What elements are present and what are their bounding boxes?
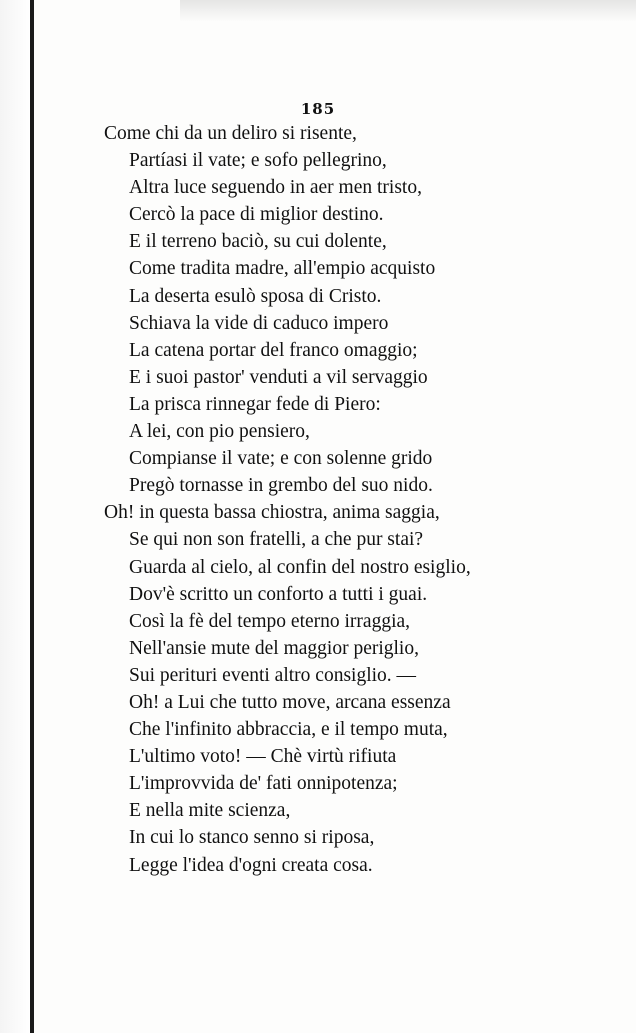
poem-line: E nella mite scienza, — [129, 800, 291, 822]
poem-line: E il terreno baciò, su cui dolente, — [129, 231, 387, 253]
poem-line: A lei, con pio pensiero, — [129, 421, 310, 443]
page-top-smudge — [180, 0, 636, 22]
poem-line: In cui lo stanco senno si riposa, — [129, 827, 375, 849]
poem-line: La deserta esulò sposa di Cristo. — [129, 285, 382, 307]
binding-shadow — [0, 0, 30, 1033]
poem-line: L'ultimo voto! — Chè virtù rifiuta — [129, 746, 397, 768]
poem-line: Altra luce seguendo in aer men tristo, — [129, 177, 422, 199]
poem-line: Se qui non son fratelli, a che pur stai? — [129, 529, 424, 551]
poem-line: Come tradita madre, all'empio acquisto — [129, 258, 436, 280]
binding-edge — [30, 0, 34, 1033]
poem-line: Sui perituri eventi altro consiglio. — — [129, 664, 417, 686]
poem-line: Nell'ansie mute del maggior periglio, — [129, 637, 419, 659]
poem-line: Guarda al cielo, al confin del nostro esiglio, — [129, 556, 471, 578]
poem-line: Così la fè del tempo eterno irraggia, — [129, 610, 411, 632]
poem-line: Partíasi il vate; e sofo pellegrino, — [129, 150, 387, 172]
poem-line: Oh! in questa bassa chiostra, anima saggia, — [104, 502, 440, 524]
poem-line: La catena portar del franco omaggio; — [129, 339, 418, 361]
poem-line: Legge l'idea d'ogni creata cosa. — [129, 854, 373, 876]
poem-line: Dov'è scritto un conforto a tutti i guai. — [129, 583, 428, 605]
poem-line: Compianse il vate; e con solenne grido — [129, 448, 433, 470]
poem-line: La prisca rinnegar fede di Piero: — [129, 393, 381, 415]
poem-line: E i suoi pastor' venduti a vil servaggio — [129, 366, 428, 388]
poem-line: Che l'infinito abbraccia, e il tempo muta, — [129, 719, 448, 741]
poem-line: Pregò tornasse in grembo del suo nido. — [129, 475, 433, 497]
poem-line: Come chi da un deliro si risente, — [104, 123, 357, 144]
poem-text — [104, 120, 574, 879]
page-number: 185 — [300, 100, 336, 118]
poem-line: Cercò la pace di miglior destino. — [129, 204, 384, 226]
poem-line: Oh! a Lui che tutto move, arcana essenza — [129, 691, 451, 713]
poem-line: Schiava la vide di caduco impero — [129, 312, 389, 334]
poem-line: L'improvvida de' fati onnipotenza; — [129, 773, 398, 795]
